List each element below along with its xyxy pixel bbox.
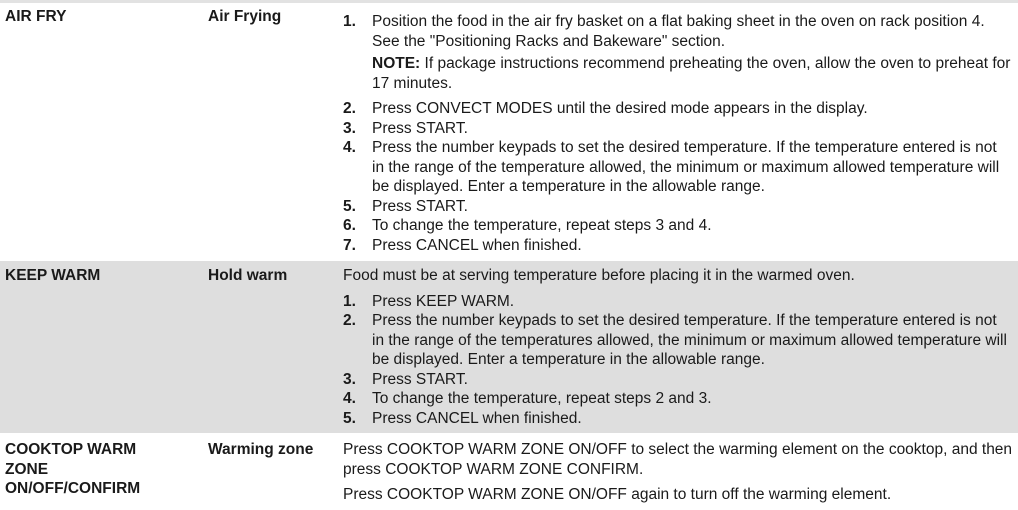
instructions bbox=[343, 266, 1013, 428]
mode-description: Hold warm bbox=[208, 267, 288, 284]
step: 1. Press KEEP WARM. bbox=[343, 292, 515, 310]
paragraph: Press COOKTOP WARM ZONE ON/OFF again to turn off the warming element. bbox=[343, 486, 892, 503]
note: NOTE: If package instructions recommend preheating the oven, allow the oven to preheat for 17 minutes. bbox=[372, 55, 1011, 92]
paragraph: Press COOKTOP WARM ZONE ON/OFF to select the warming element on the cooktop, and then press COOKTOP WARM ZONE CONFIRM. bbox=[343, 441, 1013, 478]
mode-description: Air Frying bbox=[208, 8, 282, 25]
step: 6. To change the temperature, repeat steps 3 and 4. bbox=[343, 217, 712, 234]
mode-name: KEEP WARM bbox=[5, 267, 101, 284]
instructions bbox=[343, 12, 1013, 255]
step: 2. Press CONVECT MODES until the desired mode appears in the display. bbox=[343, 100, 868, 117]
step: 4. To change the temperature, repeat steps 2 and 3. bbox=[343, 390, 712, 407]
table-row-cooktop-warm-zone bbox=[0, 433, 1018, 510]
intro-text: Food must be at serving temperature before placing it in the warmed oven. bbox=[343, 267, 855, 284]
mode-name: AIR FRY bbox=[5, 8, 67, 25]
step: 5. Press START. bbox=[343, 197, 468, 215]
table-row-keep-warm bbox=[0, 261, 1018, 433]
mode-name: COOKTOP WARM ZONE ON/OFF/CONFIRM bbox=[5, 441, 141, 497]
step: 4. Press the number keypads to set the desired temperature. If the temperature entered is not in the range of the temperature allowed, the minimum or maximum allowed temperature will be displayed. Enter a temperature in the allowable range. bbox=[343, 139, 1000, 195]
instructions bbox=[343, 440, 1013, 505]
step: 7. Press CANCEL when finished. bbox=[343, 236, 582, 254]
step: 3. Press START. bbox=[343, 119, 468, 137]
step: 3. Press START. bbox=[343, 370, 468, 388]
table-row-air-fry bbox=[0, 3, 1018, 261]
mode-description: Warming zone bbox=[208, 441, 314, 458]
step: 2. Press the number keypads to set the desired temperature. If the temperature entered is not in the range of the temperatures allowed, the minimum or maximum allowed temperature will be displayed. Enter a temperature in the allowable range. bbox=[343, 312, 1007, 368]
step: 5. Press CANCEL when finished. bbox=[343, 409, 582, 427]
step: 1. Position the food in the air fry basket on a flat baking sheet in the oven on rack position 4. See the "Positioning Racks and Bakeware" section. bbox=[343, 13, 985, 50]
